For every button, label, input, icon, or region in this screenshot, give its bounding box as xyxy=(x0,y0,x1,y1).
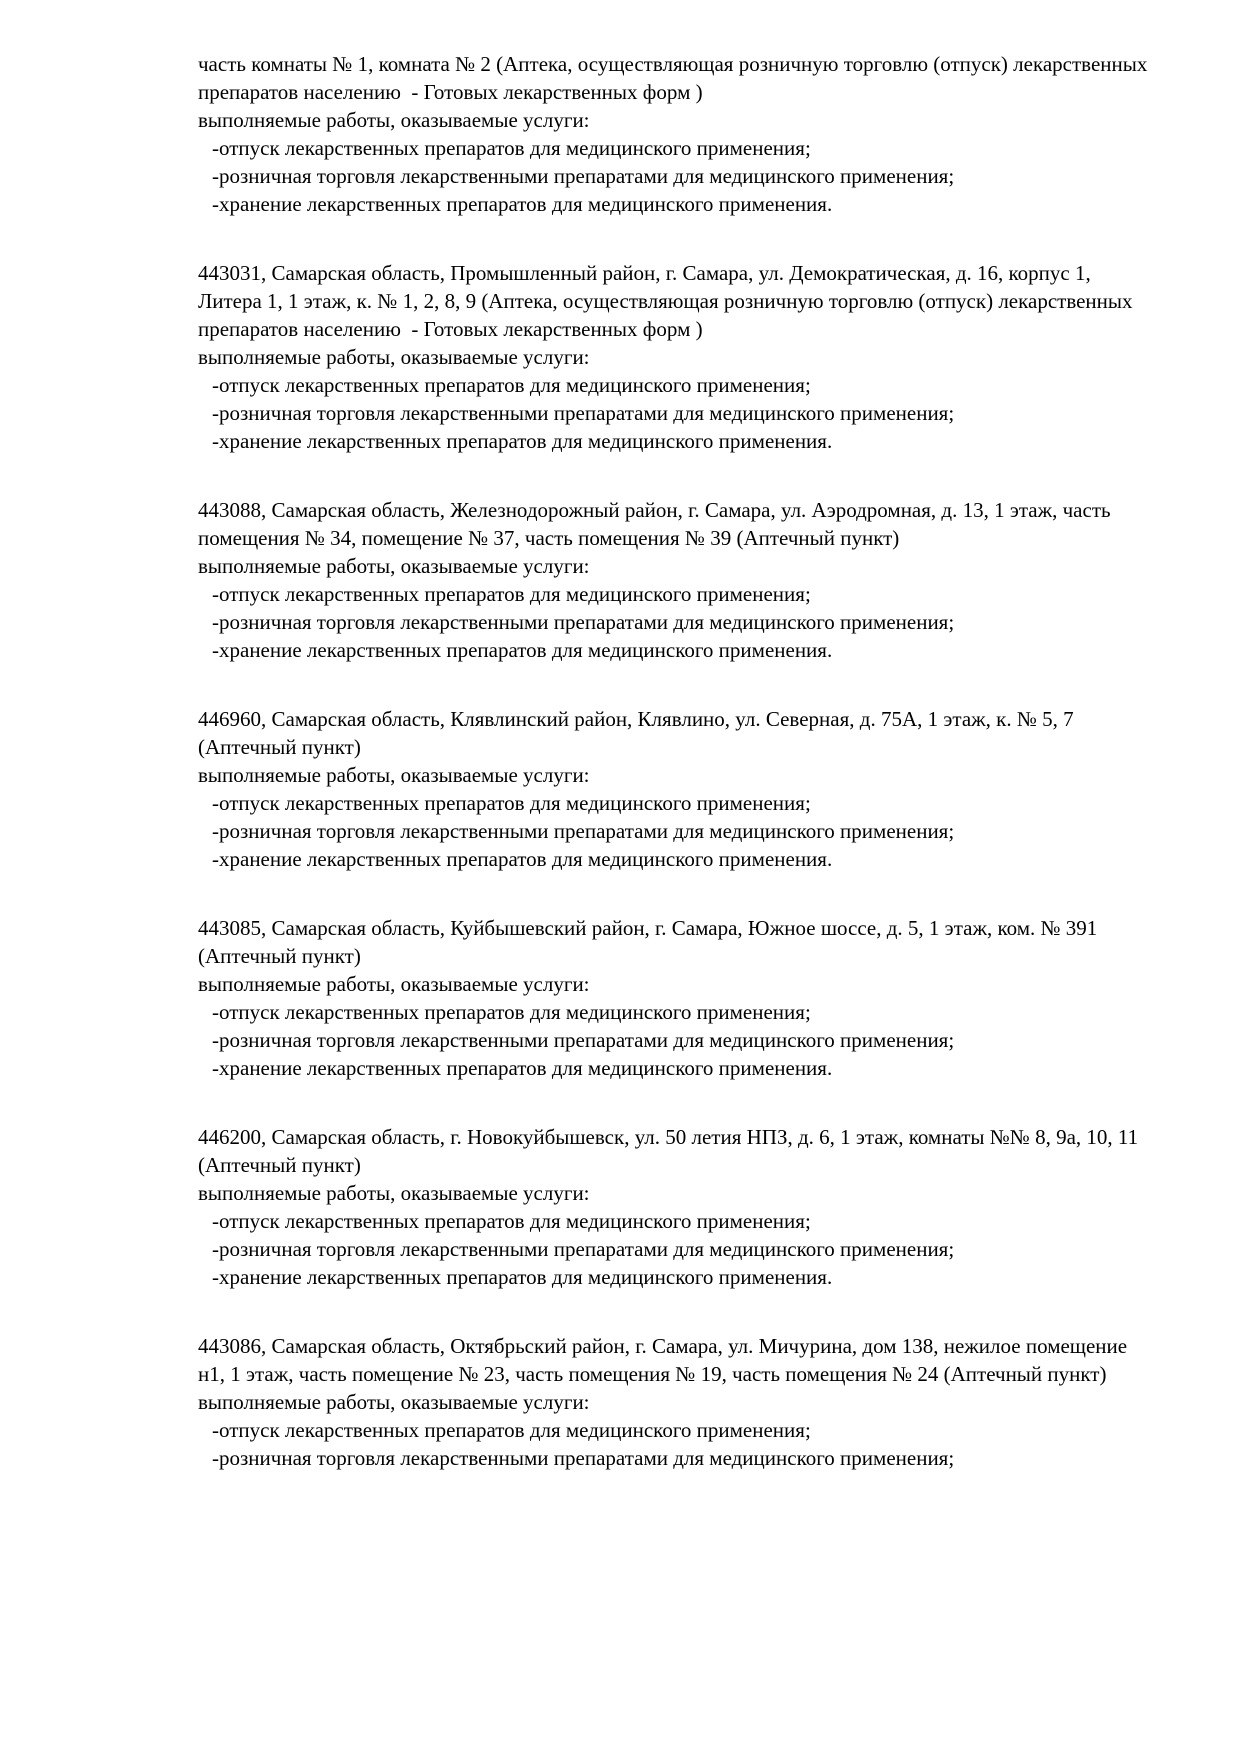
service-item: -розничная торговля лекарственными препаратами для медицинского применения; xyxy=(212,610,955,634)
license-address-entry xyxy=(198,914,1150,1082)
service-item: -хранение лекарственных препаратов для медицинского применения. xyxy=(212,847,833,871)
service-item: -розничная торговля лекарственными препаратами для медицинского применения; xyxy=(212,164,955,188)
license-address-entry xyxy=(198,50,1150,218)
works-services-label: выполняемые работы, оказываемые услуги: xyxy=(198,345,590,369)
services-list xyxy=(198,789,1150,873)
address-text: часть комнаты № 1, комната № 2 (Аптека, осуществляющая розничную торговлю (отпуск) лекарственных препаратов населению - Готовых лекарственных форм ) xyxy=(198,52,1148,104)
works-services-label: выполняемые работы, оказываемые услуги: xyxy=(198,763,590,787)
address-text: 443085, Самарская область, Куйбышевский район, г. Самара, Южное шоссе, д. 5, 1 этаж, ком. № 391 (Аптечный пункт) xyxy=(198,916,1098,968)
service-item: -розничная торговля лекарственными препаратами для медицинского применения; xyxy=(212,819,955,843)
services-list xyxy=(198,580,1150,664)
service-item: -розничная торговля лекарственными препаратами для медицинского применения; xyxy=(212,401,955,425)
service-item: -хранение лекарственных препаратов для медицинского применения. xyxy=(212,192,833,216)
entries xyxy=(198,50,1150,1472)
service-item: -хранение лекарственных препаратов для медицинского применения. xyxy=(212,1056,833,1080)
address-text: 443086, Самарская область, Октябрьский район, г. Самара, ул. Мичурина, дом 138, нежилое помещение н1, 1 этаж, часть помещение № 23, часть помещения № 19, часть помещения № 24 (Аптечный пункт) xyxy=(198,1334,1128,1386)
service-item: -отпуск лекарственных препаратов для медицинского применения; xyxy=(212,791,811,815)
address-text: 446960, Самарская область, Клявлинский район, Клявлино, ул. Северная, д. 75А, 1 этаж, к. № 5, 7 (Аптечный пункт) xyxy=(198,707,1074,759)
service-item: -отпуск лекарственных препаратов для медицинского применения; xyxy=(212,373,811,397)
works-services-label: выполняемые работы, оказываемые услуги: xyxy=(198,972,590,996)
services-list xyxy=(198,1416,1150,1472)
service-item: -розничная торговля лекарственными препаратами для медицинского применения; xyxy=(212,1028,955,1052)
service-item: -розничная торговля лекарственными препаратами для медицинского применения; xyxy=(212,1446,955,1470)
works-services-label: выполняемые работы, оказываемые услуги: xyxy=(198,1390,590,1414)
service-item: -отпуск лекарственных препаратов для медицинского применения; xyxy=(212,136,811,160)
service-item: -хранение лекарственных препаратов для медицинского применения. xyxy=(212,429,833,453)
services-list xyxy=(198,998,1150,1082)
service-item: -хранение лекарственных препаратов для медицинского применения. xyxy=(212,1265,833,1289)
works-services-label: выполняемые работы, оказываемые услуги: xyxy=(198,554,590,578)
service-item: -отпуск лекарственных препаратов для медицинского применения; xyxy=(212,1209,811,1233)
license-address-entry xyxy=(198,705,1150,873)
service-item: -отпуск лекарственных препаратов для медицинского применения; xyxy=(212,1000,811,1024)
services-list xyxy=(198,1207,1150,1291)
service-item: -хранение лекарственных препаратов для медицинского применения. xyxy=(212,638,833,662)
service-item: -отпуск лекарственных препаратов для медицинского применения; xyxy=(212,582,811,606)
address-text: 446200, Самарская область, г. Новокуйбышевск, ул. 50 летия НПЗ, д. 6, 1 этаж, комнаты №№ 8, 9а, 10, 11 (Аптечный пункт) xyxy=(198,1125,1139,1177)
services-list xyxy=(198,134,1150,218)
license-address-entry xyxy=(198,1123,1150,1291)
address-text: 443031, Самарская область, Промышленный район, г. Самара, ул. Демократическая, д. 16, корпус 1, Литера 1, 1 этаж, к. № 1, 2, 8, 9 (Аптека, осуществляющая розничную торговлю (отпуск) лекарственных препаратов населению - Готовых лекарственных форм ) xyxy=(198,261,1133,341)
services-list xyxy=(198,371,1150,455)
license-address-entry xyxy=(198,496,1150,664)
service-item: -розничная торговля лекарственными препаратами для медицинского применения; xyxy=(212,1237,955,1261)
license-address-entry xyxy=(198,259,1150,455)
works-services-label: выполняемые работы, оказываемые услуги: xyxy=(198,1181,590,1205)
license-address-entry xyxy=(198,1332,1150,1472)
works-services-label: выполняемые работы, оказываемые услуги: xyxy=(198,108,590,132)
service-item: -отпуск лекарственных препаратов для медицинского применения; xyxy=(212,1418,811,1442)
address-text: 443088, Самарская область, Железнодорожный район, г. Самара, ул. Аэродромная, д. 13, 1 этаж, часть помещения № 34, помещение № 37, часть помещения № 39 (Аптечный пункт) xyxy=(198,498,1111,550)
